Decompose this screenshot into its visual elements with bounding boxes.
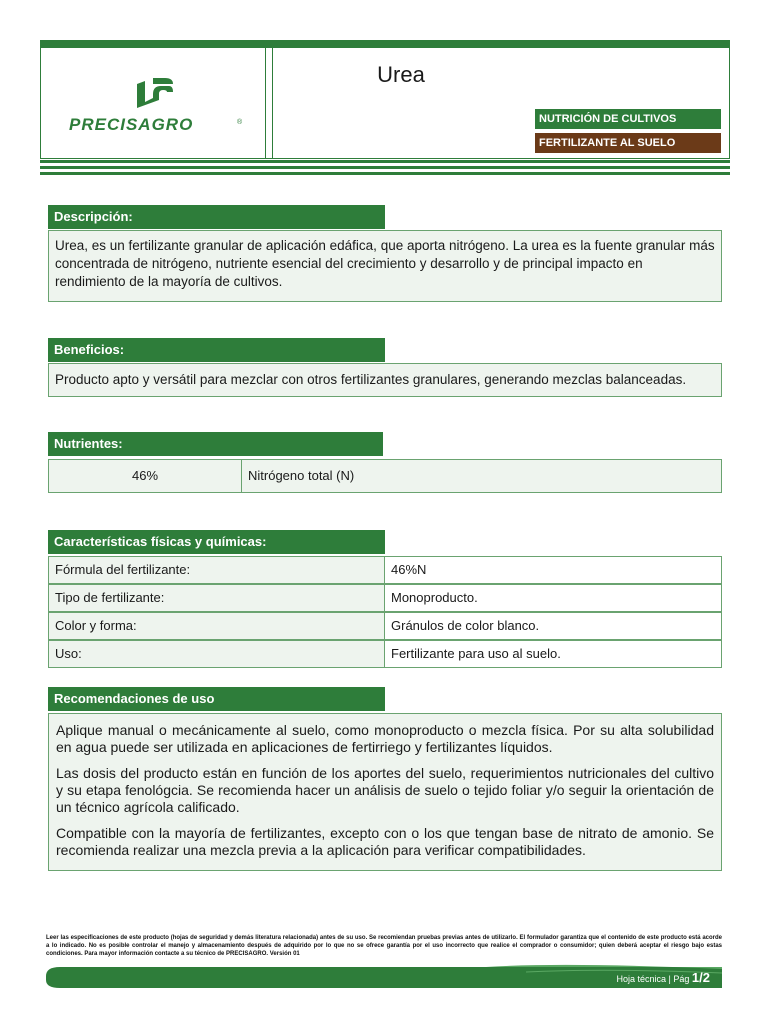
table-row [48,612,722,640]
beneficios-heading: Beneficios: [48,338,385,362]
recommendation-paragraph: Compatible con la mayoría de fertilizantes, excepto con o los que tengan base de nitrato de amonio. Se recomienda realizar una mezcla previa a la aplicación para verificar compatibilidades. [56,825,714,858]
table-row [48,640,722,668]
recommendation-paragraph: Aplique manual o mecánicamente al suelo, como monoproducto o mezcla física. Por su alta solubilidad en agua puede ser utilizada en aplicaciones de fertirriego y fertilizantes líquidos. [56,722,714,755]
precisagro-logo-icon [41,48,265,158]
caracteristicas-heading: Características físicas y químicas: [48,530,385,554]
category-tag-primary: NUTRICIÓN DE CULTIVOS [535,109,721,129]
property-value: Gránulos de color blanco. [385,613,721,639]
property-value: Fertilizante para uso al suelo. [385,641,721,667]
header-rule-lines [40,160,730,178]
header [40,48,730,159]
nutrientes-heading: Nutrientes: [48,432,383,456]
category-tag-secondary: FERTILIZANTE AL SUELO [535,133,721,153]
page-title: Urea [377,62,425,87]
page-indicator [617,970,710,985]
brand-name: PRECISAGRO [69,115,194,134]
nutrient-name: Nitrógeno total (N) [242,460,721,492]
sheet-label: Hoja técnica | Pág [616,974,690,984]
table-row [48,556,722,584]
brand-logo [41,48,265,158]
descripcion-text: Urea, es un fertilizante granular de aplicación edáfica, que aporta nitrógeno. La urea es la fuente granular más concentrada de nitrógeno, nutriente esencial del crecimiento y desarrollo y de principal impacto en rendimiento de la mayoría de cultivos. [48,230,722,302]
table-row [48,584,722,612]
recomendaciones-text [48,713,722,871]
recommendation-paragraph: Las dosis del producto están en función de los aportes del suelo, requerimientos nutricionales del cultivo y su etapa fenológcia. Se recomienda hacer un análisis de suelo o tejido foliar y/o seguir la orientación de un técnico agrícola calificado. [56,765,714,815]
property-value: 46%N [385,557,721,583]
property-value: Monoproducto. [385,585,721,611]
property-label: Color y forma: [49,613,385,639]
legal-disclaimer: Leer las especificaciones de este producto (hojas de seguridad y demás literatura relacionada) antes de su uso. Se recomiendan pruebas previas antes de utilizarlo. El formulador garantiza que el contenido de este producto está acorde a lo indicado. No es posible controlar el manejo y almacenamiento después de adquirido por lo que no se ofrece garantía por el uso incorrecto que realice el comprador o consumidor; quien deberá aceptar el riesgo bajo estas condiciones. Para mayor información contacte a su técnico de PRECISAGRO. Versión 01 [46,935,722,957]
property-label: Tipo de fertilizante: [49,585,385,611]
beneficios-text: Producto apto y versátil para mezclar con otros fertilizantes granulares, generando mezclas balanceadas. [48,363,722,397]
nutrient-row [48,459,722,493]
nutrient-value: 46% [49,460,242,492]
header-top-bar [40,40,730,48]
descripcion-heading: Descripción: [48,205,385,229]
property-label: Fórmula del fertilizante: [49,557,385,583]
property-label: Uso: [49,641,385,667]
page-number: 1/2 [691,970,710,985]
recomendaciones-heading: Recomendaciones de uso [48,687,385,711]
footer-bar [46,964,722,988]
svg-text:®: ® [237,119,243,126]
